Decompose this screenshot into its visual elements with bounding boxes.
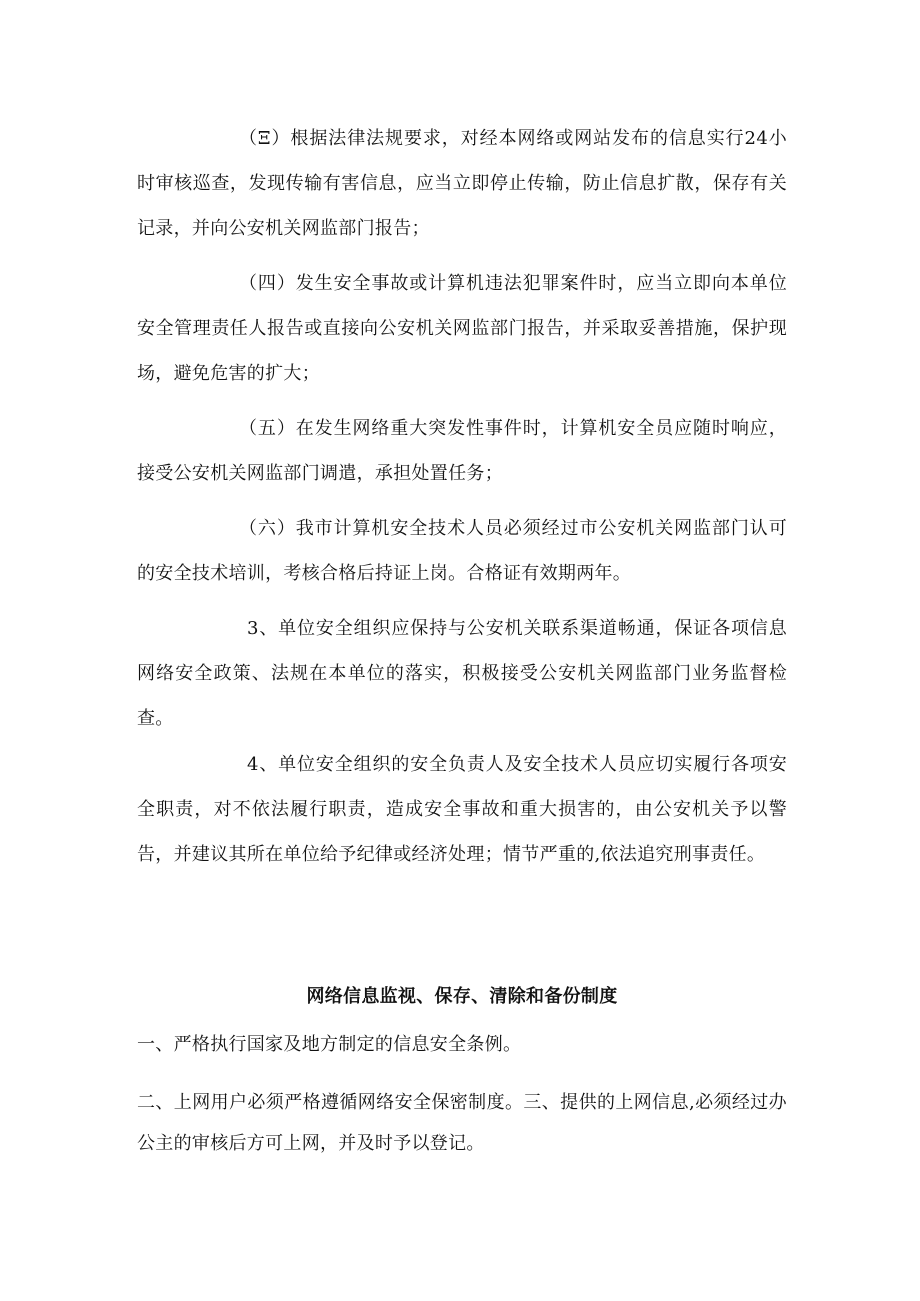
rule-item-2: 二、上网用户必须严格遵循网络安全保密制度。三、提供的上网信息,必须经过办公主的审核后方可上网，并及时予以登记。 xyxy=(137,1092,787,1154)
paragraph-item-3: 3、单位安全组织应保持与公安机关联系渠道畅通，保证各项信息网络安全政策、法规在本单位的落实，积极接受公安机关网监部门业务监督检查。 xyxy=(137,618,787,729)
paragraph-item-4: 4、单位安全组织的安全负责人及安全技术人员应切实履行各项安全职责，对不依法履行职责，造成安全事故和重大损害的，由公安机关予以警告，并建议其所在单位给予纪律或经济处理；情节严重的,依法追究刑事责任。 xyxy=(137,754,787,865)
paragraph-three: （Ξ）根据法律法规要求，对经本网络或网站发布的信息实行24小时审核巡查，发现传输有害信息，应当立即停止传输，防止信息扩散，保存有关记录，并向公安机关网监部门报告； xyxy=(137,128,787,239)
paragraph-six: （六）我市计算机安全技术人员必须经过市公安机关网监部门认可的安全技术培训，考核合格后持证上岗。合格证有效期两年。 xyxy=(137,518,787,584)
section-title: 网络信息监视、保存、清除和备份制度 xyxy=(306,986,618,1007)
rule-item-1: 一、严格执行国家及地方制定的信息安全条例。 xyxy=(137,1034,522,1055)
paragraph-five: （五）在发生网络重大突发性事件时，计算机安全员应随时响应，接受公安机关网监部门调遣，承担处置任务； xyxy=(137,418,787,484)
paragraph-four: （四）发生安全事故或计算机违法犯罪案件时，应当立即向本单位安全管理责任人报告或直接向公安机关网监部门报告，并采取妥善措施，保护现场，避免危害的扩大； xyxy=(137,273,787,384)
